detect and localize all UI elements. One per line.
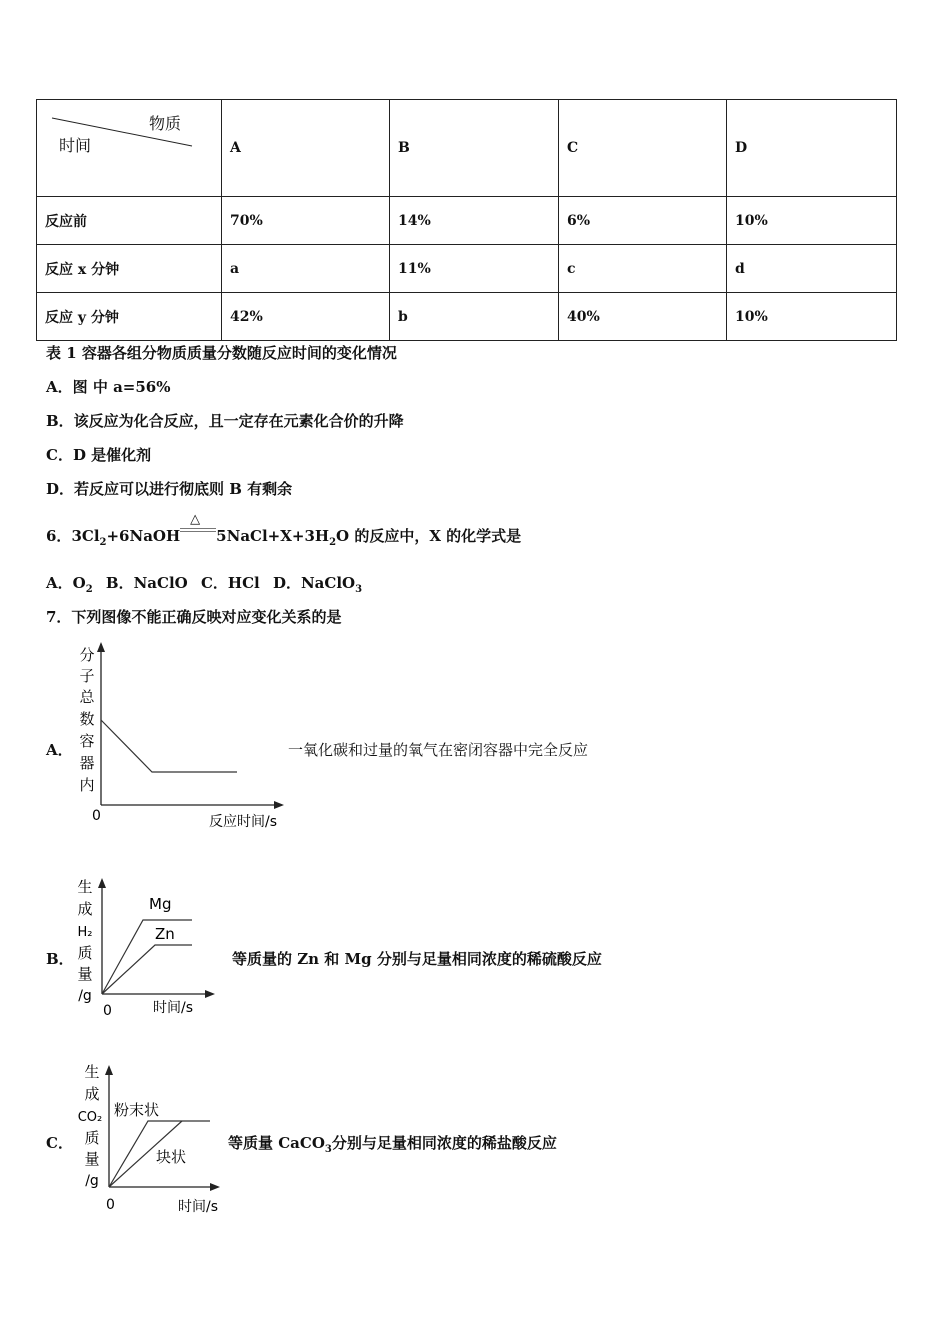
table-caption: 表 1 容器各组分物质质量分数随反应时间的变化情况 [46, 344, 397, 362]
x-axis-label: 时间/s [153, 1000, 194, 1016]
q6-lhs: 3Cl [71, 527, 100, 545]
table-header-row [37, 100, 897, 197]
c-text-part2: 分别与足量相同浓度的稀盐酸反应 [331, 1134, 557, 1152]
graph-a [70, 640, 300, 835]
table-cell: 10% [727, 197, 897, 245]
x-axis-label: 时间/s [178, 1199, 219, 1215]
column-header-c: C [559, 100, 727, 197]
graph-c [72, 1057, 232, 1219]
table-row [37, 245, 897, 293]
ylabel-char: 生 [77, 878, 93, 896]
x-axis-label: 反应时间/s [209, 814, 278, 830]
row-label: 反应前 [37, 197, 222, 245]
table-cell: 70% [222, 197, 390, 245]
ylabel-char: 数 [79, 710, 95, 728]
q6-lhs-rest: +6NaOH [106, 527, 181, 545]
q7-option-a-label: A． [46, 741, 73, 759]
q6-option-d-sub: 3 [355, 584, 363, 595]
ylabel-char: 成 [77, 900, 93, 918]
table-cell: 10% [727, 293, 897, 341]
x-axis-arrow [210, 1183, 220, 1191]
ylabel-char: 量 [77, 965, 93, 983]
series-label-zn: Zn [155, 925, 175, 943]
ylabel-char: /g [78, 988, 92, 1004]
ylabel-char: /g [85, 1173, 99, 1189]
series-label-mg: Mg [149, 895, 172, 913]
ylabel-char: 容 [79, 732, 95, 750]
series-label-powder: 粉末状 [114, 1101, 160, 1119]
question-6 [46, 512, 522, 553]
row-label: 反应 y 分钟 [37, 293, 222, 341]
origin-label: 0 [106, 1197, 115, 1213]
q7-option-c-text [228, 1133, 557, 1160]
ylabel-char: H₂ [77, 925, 93, 940]
table-cell: d [727, 245, 897, 293]
option-b: B．该反应为化合反应，且一定存在元素化合价的升降 [46, 412, 404, 430]
q7-option-b-text: 等质量的 Zn 和 Mg 分别与足量相同浓度的稀硫酸反应 [232, 950, 602, 968]
graph-c-ylabel [78, 1063, 103, 1189]
question-7-stem: 7．下列图像不能正确反映对应变化关系的是 [46, 608, 342, 626]
ylabel-char: 量 [84, 1150, 100, 1168]
q6-option-d: D．NaClO [272, 574, 356, 592]
x-axis-arrow [274, 801, 284, 809]
ylabel-char: 成 [84, 1085, 100, 1103]
equals-bar [180, 528, 216, 532]
ylabel-char: 子 [79, 667, 95, 685]
ylabel-char: 生 [84, 1063, 100, 1081]
reaction-condition [180, 512, 216, 546]
table-row [37, 293, 897, 341]
table-cell: c [559, 245, 727, 293]
x-axis-arrow [205, 990, 215, 998]
graph-b [70, 872, 230, 1020]
option-c: C．D 是催化剂 [46, 446, 152, 464]
origin-label: 0 [103, 1003, 112, 1019]
ylabel-char: CO₂ [77, 1110, 103, 1125]
option-d: D．若反应可以进行彻底则 B 有剩余 [46, 480, 293, 498]
column-header-d: D [727, 100, 897, 197]
ylabel-char: 器 [79, 754, 95, 772]
option-a: A．图 中 a=56% [46, 378, 171, 396]
c-text-part1: 等质量 CaCO [228, 1134, 325, 1152]
y-axis-arrow [97, 642, 105, 652]
table-cell: 14% [390, 197, 559, 245]
ylabel-char: 内 [79, 776, 95, 794]
q7-option-c-label: C． [46, 1134, 73, 1152]
y-axis-arrow [98, 878, 106, 888]
row-label: 反应 x 分钟 [37, 245, 222, 293]
table-cell: 11% [390, 245, 559, 293]
q7-option-b-label: B． [46, 950, 74, 968]
curve-mg [102, 920, 192, 994]
header-substance: 物质 [149, 114, 182, 133]
origin-label: 0 [92, 808, 101, 824]
ylabel-char: 总 [79, 688, 95, 706]
q7-option-a-text: 一氧化碳和过量的氧气在密闭容器中完全反应 [288, 741, 589, 759]
q6-rhs-sub: 2 [329, 537, 337, 548]
c-text-sub: 3 [324, 1144, 332, 1155]
q6-rhs-1: 5NaCl+X+3H [216, 527, 330, 545]
table-cell: a [222, 245, 390, 293]
graph-b-ylabel [77, 878, 92, 1004]
q6-option-b: B．NaClO [105, 574, 188, 592]
q6-option-a: A．O [46, 574, 86, 592]
q6-option-c: C．HCl [200, 574, 260, 592]
heat-symbol: △ [190, 512, 201, 527]
ylabel-char: 质 [77, 944, 93, 962]
table-cell: b [390, 293, 559, 341]
curve-molecules [101, 720, 237, 772]
column-header-a: A [222, 100, 390, 197]
y-axis-arrow [105, 1065, 113, 1075]
q6-options [46, 573, 362, 600]
table-cell: 42% [222, 293, 390, 341]
q6-number: 6． [46, 527, 72, 545]
series-label-lump: 块状 [156, 1148, 187, 1166]
diagonal-header-cell [37, 100, 222, 197]
data-table [36, 99, 897, 341]
q6-rhs-2: O 的反应中，X 的化学式是 [336, 527, 522, 545]
table-cell: 6% [559, 197, 727, 245]
q6-option-a-sub: 2 [85, 584, 93, 595]
header-time: 时间 [59, 136, 92, 155]
ylabel-char: 质 [84, 1129, 100, 1147]
q6-lhs-sub: 2 [99, 537, 107, 548]
graph-a-ylabel [79, 646, 95, 794]
table-row [37, 197, 897, 245]
column-header-b: B [390, 100, 559, 197]
table-cell: 40% [559, 293, 727, 341]
ylabel-char: 分 [79, 646, 95, 664]
